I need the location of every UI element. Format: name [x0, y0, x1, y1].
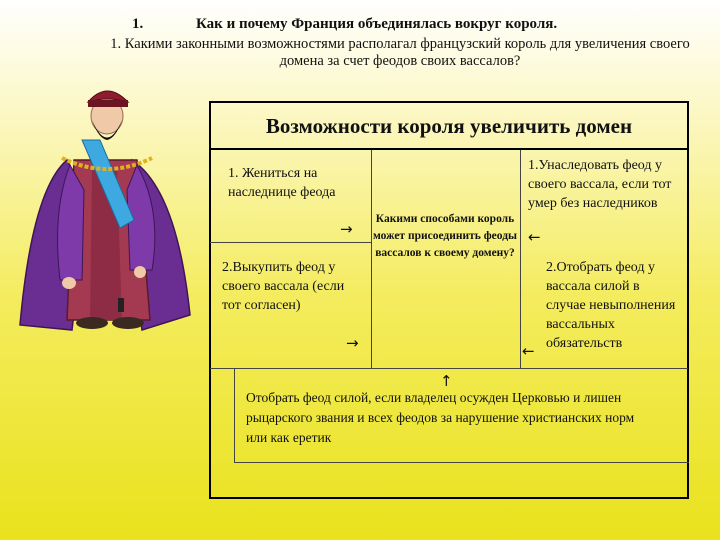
page-title: Как и почему Франция объединялась вокруг короля. [196, 16, 558, 32]
header-divider [209, 148, 689, 150]
arrow-right-icon: → [340, 220, 353, 238]
arrow-left-icon: ← [522, 342, 535, 360]
option-seize: 2.Отобрать феод у вассала силой в случае невыполнения вассальных обязательств [546, 260, 676, 351]
diagram-title: Возможности короля увеличить домен [265, 114, 633, 138]
arrow-right-icon: → [346, 334, 359, 352]
option-inherit: 1.Унаследовать феод у своего вассала, если тот умер без наследников [528, 158, 672, 211]
king-illustration [12, 80, 202, 340]
option-buy: 2.Выкупить феод у своего вассала (если тот согласен) [222, 260, 345, 313]
divider-left-mid [210, 242, 371, 243]
arrow-left-icon: ← [528, 228, 541, 246]
arrow-up-icon: ↑ [440, 372, 453, 390]
divider-bottom [210, 368, 688, 369]
divider-bottom-left [234, 368, 235, 463]
divider-bottom-inner [234, 462, 689, 463]
title-number: 1. [132, 16, 144, 32]
question-subtitle: 1. Какими законными возможностями располагал французский король для увеличения своего домена за счет феодов своих вассалов? [110, 36, 690, 69]
option-church: Отобрать феод силой, если владелец осужден Церковью и лишен рыцарского звания и всех феодов за нарушение христианских норм или как еретик [246, 390, 635, 445]
option-marry: 1. Жениться на наследнице феода [228, 166, 336, 200]
central-question: Какими способами король может присоединить феоды вассалов к своему домену? [373, 213, 517, 259]
divider-right [520, 150, 521, 368]
